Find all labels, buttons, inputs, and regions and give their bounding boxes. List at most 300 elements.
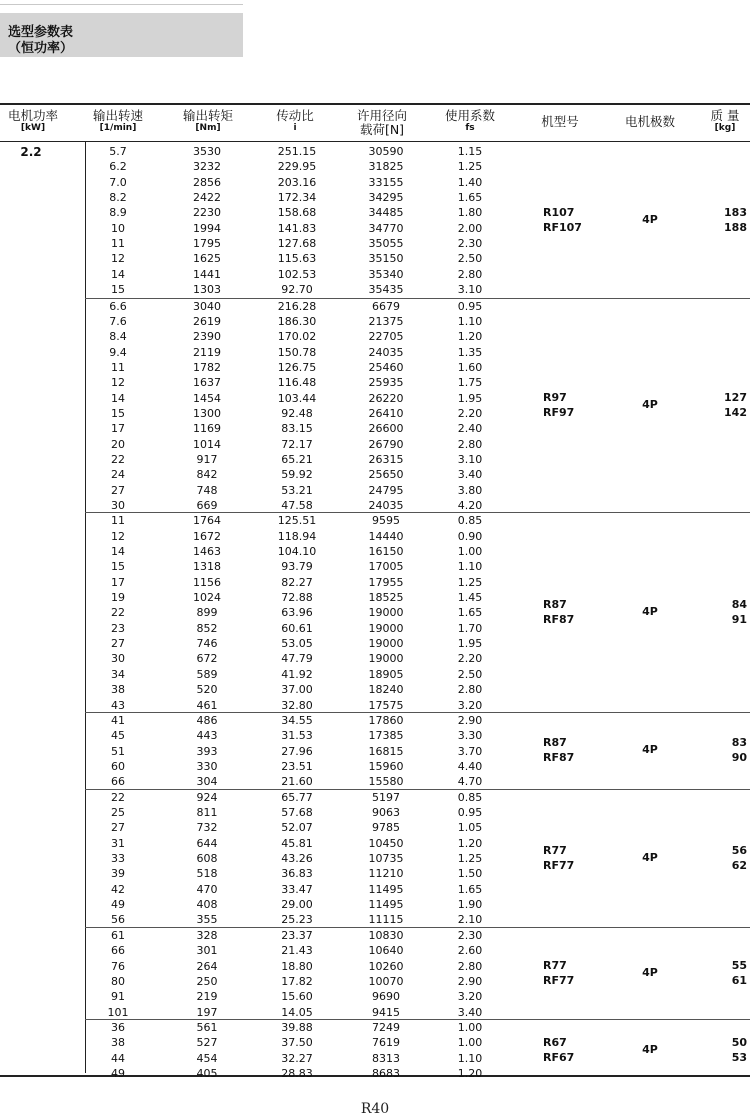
speed-cell: 30	[111, 652, 125, 666]
speed-cell: 17	[111, 575, 125, 589]
ratio-cell: 72.88	[281, 591, 313, 605]
ratio-cell: 37.00	[281, 683, 313, 697]
radial-load-cell: 30590	[368, 145, 404, 158]
model-names	[543, 843, 613, 873]
table-row	[85, 1020, 750, 1035]
ratio-cell: 186.30	[277, 314, 317, 328]
service-factor-cell: 2.80	[457, 267, 483, 281]
mass-values	[697, 843, 747, 873]
radial-load-cell: 7619	[372, 1036, 400, 1050]
torque-cell: 197	[196, 1005, 218, 1019]
radial-load-cell: 9063	[372, 806, 400, 820]
table-row	[85, 759, 750, 774]
speed-cell: 9.4	[109, 345, 127, 359]
torque-cell: 3232	[193, 160, 221, 174]
radial-load-cell: 24035	[368, 498, 404, 512]
table-row	[85, 897, 750, 912]
speed-cell: 44	[111, 1051, 125, 1065]
torque-cell: 443	[196, 729, 218, 743]
table-row	[85, 175, 750, 190]
model-names	[543, 735, 613, 765]
service-factor-cell: 2.50	[457, 667, 483, 681]
ratio-cell: 17.82	[281, 974, 313, 988]
speed-cell: 12	[111, 252, 125, 266]
service-factor-cell: 3.10	[457, 283, 483, 297]
ratio-cell: 31.53	[281, 729, 313, 743]
top-rule	[0, 4, 243, 5]
speed-cell: 8.4	[109, 330, 127, 344]
radial-load-cell: 26790	[368, 437, 404, 451]
ratio-cell: 53.05	[281, 637, 313, 651]
speed-cell: 15	[111, 406, 125, 420]
torque-cell: 1672	[193, 529, 221, 543]
torque-cell: 732	[196, 821, 218, 835]
table-row	[85, 559, 750, 574]
torque-cell: 1454	[193, 391, 221, 405]
torque-cell: 408	[196, 898, 218, 912]
radial-load-cell: 16815	[368, 744, 404, 758]
service-factor-cell: 1.25	[457, 160, 483, 174]
mass-value: 61	[731, 973, 747, 987]
speed-cell: 14	[111, 267, 125, 281]
radial-load-cell: 26315	[368, 452, 404, 466]
speed-cell: 14	[111, 545, 125, 559]
speed-cell: 60	[111, 759, 125, 773]
radial-load-cell: 34485	[368, 206, 404, 220]
torque-cell: 561	[196, 1020, 218, 1034]
speed-cell: 39	[111, 867, 125, 881]
radial-load-cell: 17575	[368, 698, 404, 712]
ratio-cell: 104.10	[277, 545, 317, 559]
table-row	[85, 575, 750, 590]
radial-load-cell: 19000	[368, 606, 404, 620]
ratio-cell: 92.70	[281, 283, 313, 297]
radial-load-cell: 35055	[368, 237, 404, 251]
table-row	[85, 912, 750, 927]
service-factor-cell: 2.90	[457, 713, 483, 727]
torque-cell: 669	[196, 498, 218, 512]
speed-cell: 12	[111, 529, 125, 543]
torque-cell: 250	[196, 974, 218, 988]
model-name: RF67	[543, 1050, 575, 1064]
speed-cell: 12	[111, 376, 125, 390]
service-factor-cell: 0.95	[457, 299, 483, 313]
model-name: RF97	[543, 405, 575, 419]
speed-cell: 42	[111, 882, 125, 896]
speed-cell: 27	[111, 821, 125, 835]
ratio-cell: 33.47	[281, 882, 313, 896]
ratio-cell: 83.15	[281, 422, 313, 436]
service-factor-cell: 2.80	[457, 959, 483, 973]
torque-cell: 2119	[193, 345, 221, 359]
model-name: RF77	[543, 973, 575, 987]
radial-load-cell: 19000	[368, 621, 404, 635]
mass-values	[697, 1035, 747, 1065]
service-factor-cell: 3.70	[457, 744, 483, 758]
service-factor-cell: 1.05	[457, 821, 483, 835]
model-names	[543, 390, 613, 420]
mass-value: 56	[731, 843, 747, 857]
table-row	[85, 483, 750, 498]
speed-cell: 6.2	[109, 160, 127, 174]
radial-load-cell: 17955	[368, 575, 404, 589]
page-number: R40	[360, 1101, 390, 1117]
model-name: RF107	[543, 220, 582, 234]
service-factor-cell: 1.50	[457, 867, 483, 881]
table-row	[85, 267, 750, 282]
speed-cell: 27	[111, 483, 125, 497]
model-names	[543, 205, 613, 235]
table-row	[85, 467, 750, 482]
speed-cell: 36	[111, 1020, 125, 1034]
service-factor-cell: 1.10	[457, 1051, 483, 1065]
torque-cell: 672	[196, 652, 218, 666]
radial-load-cell: 11495	[368, 898, 404, 912]
speed-cell: 56	[111, 913, 125, 927]
table-row	[85, 421, 750, 436]
service-factor-cell: 1.10	[457, 560, 483, 574]
speed-cell: 38	[111, 683, 125, 697]
service-factor-cell: 3.20	[457, 990, 483, 1004]
speed-cell: 45	[111, 729, 125, 743]
radial-load-cell: 21375	[368, 314, 404, 328]
radial-load-cell: 19000	[368, 652, 404, 666]
torque-cell: 219	[196, 990, 218, 1004]
speed-cell: 20	[111, 437, 125, 451]
table-row	[85, 651, 750, 666]
torque-cell: 2422	[193, 191, 221, 205]
service-factor-cell: 1.40	[457, 175, 483, 189]
table-row	[85, 544, 750, 559]
ratio-cell: 59.92	[281, 468, 313, 482]
service-factor-cell: 4.70	[457, 775, 483, 789]
table-row	[85, 282, 750, 297]
ratio-cell: 216.28	[277, 299, 317, 313]
table-row	[85, 805, 750, 820]
model-group	[85, 1019, 750, 1081]
radial-load-cell: 10070	[368, 974, 404, 988]
service-factor-cell: 1.80	[457, 206, 483, 220]
ratio-cell: 141.83	[277, 221, 317, 235]
torque-cell: 1782	[193, 360, 221, 374]
service-factor-cell: 2.80	[457, 683, 483, 697]
ratio-cell: 43.26	[281, 852, 313, 866]
ratio-cell: 23.51	[281, 759, 313, 773]
service-factor-cell: 2.00	[457, 221, 483, 235]
service-factor-cell: 4.20	[457, 498, 483, 512]
torque-cell: 811	[196, 806, 218, 820]
torque-cell: 899	[196, 606, 218, 620]
service-factor-cell: 2.10	[457, 913, 483, 927]
header-speed: 输出转速 [1/min]	[92, 108, 143, 133]
table-row	[85, 667, 750, 682]
torque-cell: 3040	[193, 299, 221, 313]
mass-values	[697, 958, 747, 988]
service-factor-cell: 3.20	[457, 698, 483, 712]
header-model: 机型号	[541, 114, 579, 129]
torque-cell: 748	[196, 483, 218, 497]
speed-cell: 49	[111, 1066, 125, 1080]
service-factor-cell: 0.85	[457, 514, 483, 528]
poles-value: 4P	[642, 743, 658, 757]
torque-cell: 2230	[193, 206, 221, 220]
table-row	[85, 713, 750, 728]
speed-cell: 49	[111, 898, 125, 912]
mass-values	[697, 735, 747, 765]
mass-value: 127	[724, 390, 747, 404]
ratio-cell: 251.15	[277, 145, 317, 158]
model-name: R67	[543, 1035, 567, 1049]
table-row	[85, 251, 750, 266]
speed-cell: 38	[111, 1036, 125, 1050]
speed-cell: 76	[111, 959, 125, 973]
ratio-cell: 65.77	[281, 790, 313, 804]
table-row	[85, 1066, 750, 1081]
model-name: R87	[543, 598, 567, 612]
table-row	[85, 728, 750, 743]
mass-value: 183	[724, 205, 747, 219]
torque-cell: 330	[196, 759, 218, 773]
ratio-cell: 52.07	[281, 821, 313, 835]
ratio-cell: 57.68	[281, 806, 313, 820]
ratio-cell: 37.50	[281, 1036, 313, 1050]
torque-cell: 486	[196, 713, 218, 727]
torque-cell: 2619	[193, 314, 221, 328]
table-row	[85, 820, 750, 835]
header-service-factor: 使用系数 fs	[444, 108, 495, 133]
ratio-cell: 72.17	[281, 437, 313, 451]
ratio-cell: 32.27	[281, 1051, 313, 1065]
service-factor-cell: 4.40	[457, 759, 483, 773]
table-row	[85, 513, 750, 528]
table-row	[85, 590, 750, 605]
ratio-cell: 126.75	[277, 360, 317, 374]
torque-cell: 852	[196, 621, 218, 635]
speed-cell: 11	[111, 514, 125, 528]
speed-cell: 8.2	[109, 191, 127, 205]
header-poles: 电机极数	[624, 114, 675, 129]
radial-load-cell: 18240	[368, 683, 404, 697]
speed-cell: 23	[111, 621, 125, 635]
poles-value: 4P	[642, 397, 658, 411]
speed-cell: 25	[111, 806, 125, 820]
service-factor-cell: 1.70	[457, 621, 483, 635]
service-factor-cell: 1.75	[457, 376, 483, 390]
ratio-cell: 45.81	[281, 836, 313, 850]
ratio-cell: 158.68	[277, 206, 317, 220]
service-factor-cell: 0.90	[457, 529, 483, 543]
torque-cell: 518	[196, 867, 218, 881]
table-row	[85, 360, 750, 375]
ratio-cell: 29.00	[281, 898, 313, 912]
model-names	[543, 1035, 613, 1065]
speed-cell: 33	[111, 852, 125, 866]
mass-values	[697, 390, 747, 420]
service-factor-cell: 2.80	[457, 437, 483, 451]
speed-cell: 15	[111, 560, 125, 574]
radial-load-cell: 9595	[372, 514, 400, 528]
service-factor-cell: 1.10	[457, 314, 483, 328]
header-ratio: 传动比 i	[276, 108, 314, 133]
torque-cell: 328	[196, 928, 218, 942]
ratio-cell: 39.88	[281, 1020, 313, 1034]
service-factor-cell: 1.60	[457, 360, 483, 374]
mass-values	[697, 597, 747, 627]
torque-cell: 1764	[193, 514, 221, 528]
torque-cell: 461	[196, 698, 218, 712]
model-name: R87	[543, 736, 567, 750]
table-row	[85, 882, 750, 897]
ratio-cell: 92.48	[281, 406, 313, 420]
service-factor-cell: 2.20	[457, 652, 483, 666]
mass-value: 50	[731, 1035, 747, 1049]
header-power: 电机功率 [kW]	[7, 108, 58, 133]
service-factor-cell: 2.60	[457, 944, 483, 958]
torque-cell: 1169	[193, 422, 221, 436]
service-factor-cell: 1.25	[457, 575, 483, 589]
speed-cell: 7.6	[109, 314, 127, 328]
model-group	[85, 144, 750, 298]
torque-cell: 1441	[193, 267, 221, 281]
torque-cell: 304	[196, 775, 218, 789]
service-factor-cell: 1.00	[457, 545, 483, 559]
torque-cell: 1303	[193, 283, 221, 297]
torque-cell: 1318	[193, 560, 221, 574]
radial-load-cell: 34770	[368, 221, 404, 235]
speed-cell: 24	[111, 468, 125, 482]
ratio-cell: 116.48	[277, 376, 317, 390]
speed-cell: 22	[111, 452, 125, 466]
power-value: 2.2	[20, 145, 42, 159]
radial-load-cell: 24795	[368, 483, 404, 497]
mass-value: 91	[731, 613, 747, 627]
ratio-cell: 36.83	[281, 867, 313, 881]
radial-load-cell: 26410	[368, 406, 404, 420]
radial-load-cell: 25935	[368, 376, 404, 390]
ratio-cell: 125.51	[277, 514, 317, 528]
radial-load-cell: 8313	[372, 1051, 400, 1065]
model-name: R77	[543, 958, 567, 972]
torque-cell: 1637	[193, 376, 221, 390]
torque-cell: 470	[196, 882, 218, 896]
model-names	[543, 597, 613, 627]
poles-value: 4P	[642, 605, 658, 619]
speed-cell: 101	[107, 1005, 129, 1019]
service-factor-cell: 2.30	[457, 237, 483, 251]
ratio-cell: 47.79	[281, 652, 313, 666]
radial-load-cell: 15960	[368, 759, 404, 773]
radial-load-cell: 5197	[372, 790, 400, 804]
service-factor-cell: 2.90	[457, 974, 483, 988]
radial-load-cell: 9785	[372, 821, 400, 835]
table-row	[85, 329, 750, 344]
torque-cell: 355	[196, 913, 218, 927]
ratio-cell: 23.37	[281, 928, 313, 942]
model-name: R97	[543, 390, 567, 404]
torque-cell: 301	[196, 944, 218, 958]
speed-cell: 66	[111, 775, 125, 789]
speed-cell: 80	[111, 974, 125, 988]
table-row	[85, 1005, 750, 1020]
table-row	[85, 437, 750, 452]
table-row	[85, 698, 750, 713]
torque-cell: 3530	[193, 145, 221, 158]
speed-cell: 27	[111, 637, 125, 651]
service-factor-cell: 0.85	[457, 790, 483, 804]
table-row	[85, 498, 750, 513]
service-factor-cell: 2.30	[457, 928, 483, 942]
speed-cell: 15	[111, 283, 125, 297]
service-factor-cell: 2.40	[457, 422, 483, 436]
model-name: R77	[543, 843, 567, 857]
speed-cell: 7.0	[109, 175, 127, 189]
radial-load-cell: 26600	[368, 422, 404, 436]
mass-value: 90	[731, 751, 747, 765]
ratio-cell: 82.27	[281, 575, 313, 589]
speed-cell: 30	[111, 498, 125, 512]
radial-load-cell: 25650	[368, 468, 404, 482]
header-torque: 输出转矩 [Nm]	[182, 108, 233, 133]
title-box	[0, 13, 243, 57]
speed-cell: 11	[111, 237, 125, 251]
radial-load-cell: 31825	[368, 160, 404, 174]
radial-load-cell: 17860	[368, 713, 404, 727]
torque-cell: 1156	[193, 575, 221, 589]
mass-value: 83	[731, 736, 747, 750]
torque-cell: 1300	[193, 406, 221, 420]
radial-load-cell: 11495	[368, 882, 404, 896]
mass-value: 142	[724, 405, 747, 419]
table-row	[85, 144, 750, 159]
radial-load-cell: 10450	[368, 836, 404, 850]
torque-cell: 1024	[193, 591, 221, 605]
speed-cell: 10	[111, 221, 125, 235]
ratio-cell: 65.21	[281, 452, 313, 466]
radial-load-cell: 7249	[372, 1020, 400, 1034]
speed-cell: 43	[111, 698, 125, 712]
ratio-cell: 47.58	[281, 498, 313, 512]
speed-cell: 22	[111, 606, 125, 620]
table-row	[85, 836, 750, 851]
speed-cell: 31	[111, 836, 125, 850]
radial-load-cell: 25460	[368, 360, 404, 374]
speed-cell: 51	[111, 744, 125, 758]
service-factor-cell: 1.90	[457, 898, 483, 912]
ratio-cell: 103.44	[277, 391, 317, 405]
speed-cell: 91	[111, 990, 125, 1004]
selection-table	[0, 103, 750, 1080]
radial-load-cell: 34295	[368, 191, 404, 205]
table-row	[85, 774, 750, 789]
model-name: RF87	[543, 751, 575, 765]
torque-cell: 264	[196, 959, 218, 973]
table-row	[85, 943, 750, 958]
torque-cell: 2856	[193, 175, 221, 189]
radial-load-cell: 35340	[368, 267, 404, 281]
radial-load-cell: 15580	[368, 775, 404, 789]
service-factor-cell: 3.40	[457, 1005, 483, 1019]
ratio-cell: 21.60	[281, 775, 313, 789]
service-factor-cell: 0.95	[457, 806, 483, 820]
speed-cell: 17	[111, 422, 125, 436]
ratio-cell: 18.80	[281, 959, 313, 973]
service-factor-cell: 1.65	[457, 191, 483, 205]
radial-load-cell: 35150	[368, 252, 404, 266]
service-factor-cell: 3.80	[457, 483, 483, 497]
poles-value: 4P	[642, 212, 658, 226]
service-factor-cell: 2.20	[457, 406, 483, 420]
radial-load-cell: 11115	[368, 913, 404, 927]
